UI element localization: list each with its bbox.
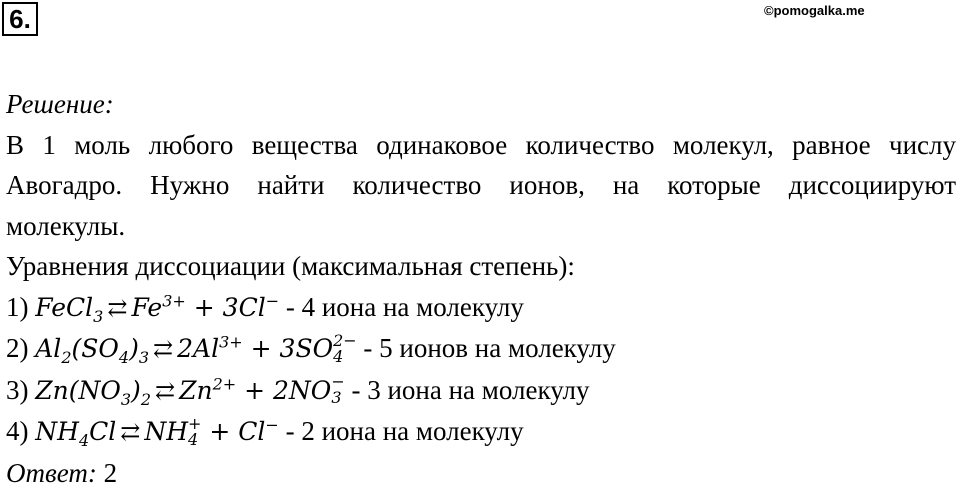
solution-text <box>6 84 956 493</box>
answer-label: Ответ: <box>6 458 97 488</box>
reaction-number: 3) <box>6 375 29 405</box>
reaction-number: 1) <box>6 292 29 322</box>
equations-heading: Уравнения диссоциации (максимальная степень): <box>6 246 956 287</box>
answer-value: 2 <box>104 458 118 488</box>
paragraph-line-2: Авогадро. Нужно найти количество ионов, на которые диссоциируют <box>6 165 956 206</box>
reaction-2 <box>6 328 956 370</box>
reaction-4 <box>6 411 956 453</box>
reaction-1 <box>6 287 956 329</box>
equation: $Al_2(SO_4)_3$ ⇄ $2Al^{3+} + 3SO$ 2− 4 <box>35 334 356 363</box>
reaction-number: 2) <box>6 333 29 363</box>
problem-number: 6. <box>2 2 38 36</box>
reaction-comment: - 5 ионов на молекулу <box>363 333 615 363</box>
reaction-3 <box>6 370 956 412</box>
reaction-number: 4) <box>6 416 29 446</box>
watermark: ©pomogalka.me <box>764 3 865 18</box>
reaction-comment: - 4 иона на молекулу <box>286 292 524 322</box>
equation: $NH_4Cl$ ⇄ NH + 4 + Cl− <box>35 417 279 446</box>
reaction-comment: - 3 иона на молекулу <box>351 375 589 405</box>
solution-label: Решение: <box>6 84 956 125</box>
paragraph-line-1: В 1 моль любого вещества одинаковое количество молекул, равное числу <box>6 125 956 166</box>
answer-line <box>6 453 956 493</box>
paragraph-line-3: молекулы. <box>6 206 956 247</box>
equation: FeCl$_3$ ⇄ $Fe^{3+} + 3Cl^-$ <box>35 293 279 322</box>
equation: $Zn(NO_3)_2$ ⇄ $Zn^{2+} + 2NO$ − 3 <box>35 376 344 405</box>
reaction-comment: - 2 иона на молекулу <box>286 416 524 446</box>
